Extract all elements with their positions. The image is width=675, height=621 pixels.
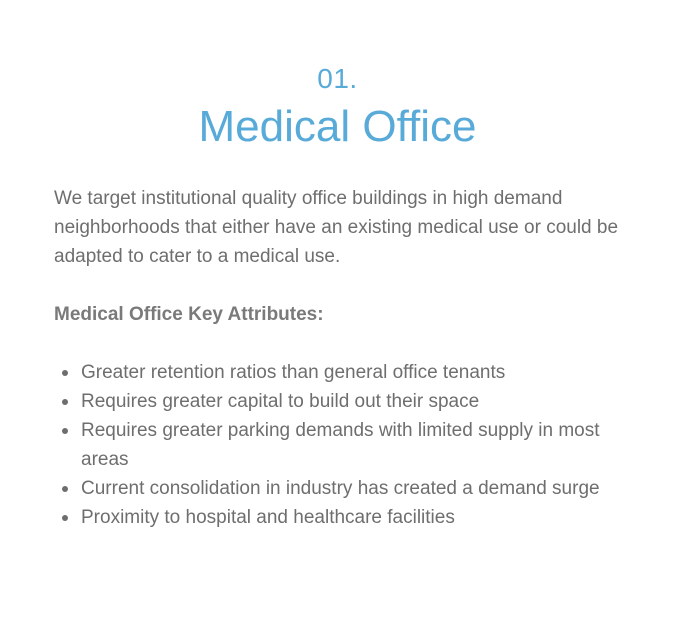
list-item: [54, 387, 624, 416]
list-item: [54, 416, 624, 474]
list-item: [54, 358, 624, 387]
list-item-text: Requires greater parking demands with limited supply in most areas: [81, 420, 600, 470]
bullet-icon: [62, 486, 68, 492]
list-item: [54, 474, 624, 503]
section-number: 01.: [317, 63, 358, 94]
attributes-heading: Medical Office Key Attributes:: [54, 304, 324, 325]
bullet-icon: [62, 428, 68, 434]
bullet-icon: [62, 515, 68, 521]
attributes-list: [54, 358, 624, 532]
list-item: [54, 503, 624, 532]
intro-paragraph: We target institutional quality office buildings in high demand neighborhoods that either have an existing medical use or could be adapted to cater to a medical use.: [54, 188, 619, 267]
bullet-icon: [62, 370, 68, 376]
section-title: Medical Office: [198, 102, 477, 151]
list-item-text: Proximity to hospital and healthcare facilities: [81, 507, 455, 528]
bullet-icon: [62, 399, 68, 405]
list-item-text: Greater retention ratios than general office tenants: [81, 362, 506, 383]
list-item-text: Requires greater capital to build out their space: [81, 391, 480, 412]
list-item-text: Current consolidation in industry has created a demand surge: [81, 478, 600, 499]
